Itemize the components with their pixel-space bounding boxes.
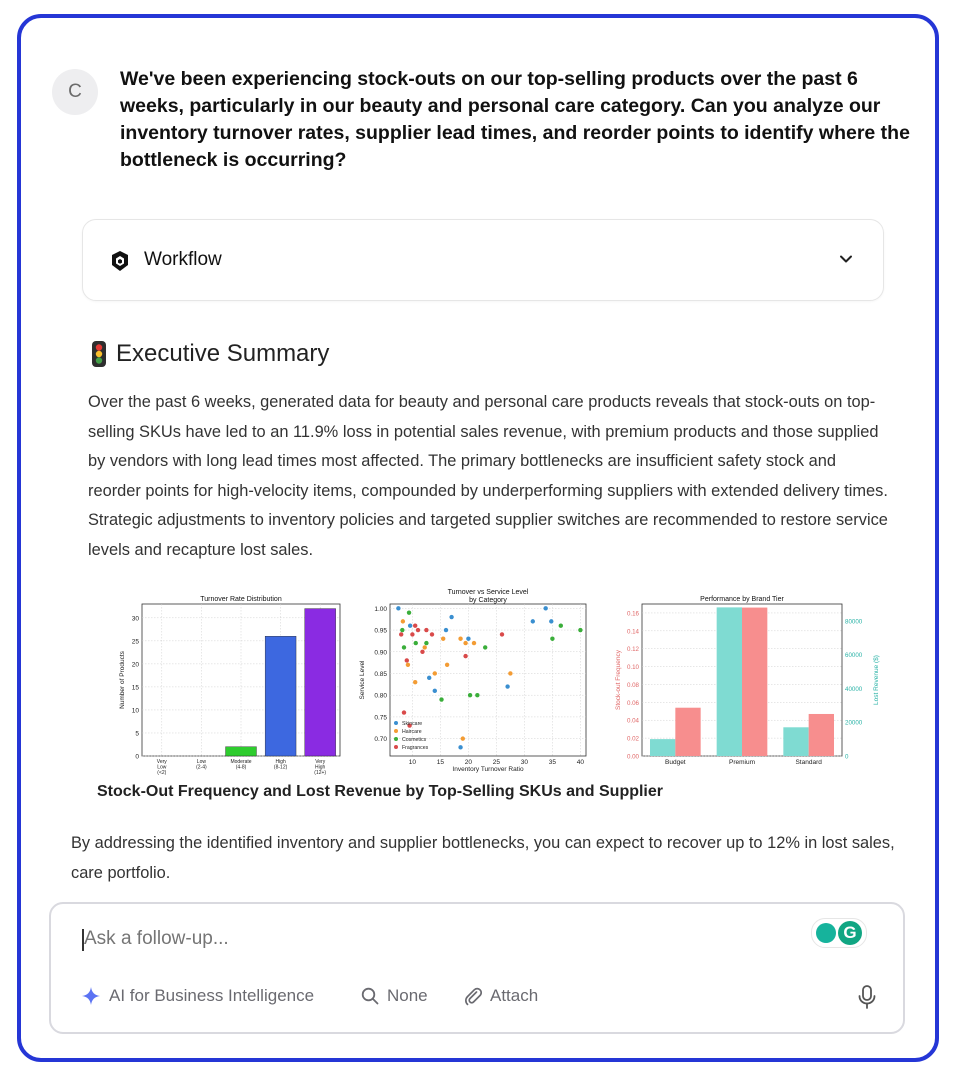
chart2-point (483, 645, 487, 649)
chart2-point (401, 619, 405, 623)
closing-paragraph: By addressing the identified inventory and supplier bottlenecks, you can expect to recover up to 12% in lost sales, care portfolio. (71, 834, 895, 882)
chart2-xtick: 15 (436, 759, 445, 766)
chart2-ytick: 0.85 (374, 670, 387, 678)
chart2-point (410, 632, 414, 636)
chart3-bar-frequency (742, 608, 767, 756)
chart2-xtick: 40 (576, 759, 585, 766)
chart2-point (461, 736, 465, 740)
chart2-point (508, 671, 512, 675)
chart2-point (449, 615, 453, 619)
chart2-point (475, 693, 479, 697)
chart2-point (413, 680, 417, 684)
chart2-point (550, 637, 554, 641)
chart2-title-line2: by Category (469, 597, 507, 604)
grammarly-widget[interactable] (811, 918, 867, 948)
chart3-ytick-left: 0.10 (626, 664, 639, 672)
chart2-point (406, 663, 410, 667)
summary-title: Executive Summary (116, 340, 330, 367)
chart1-title: Turnover Rate Distribution (200, 596, 282, 603)
chart2-ytick: 0.80 (374, 692, 387, 700)
chart2-point (424, 641, 428, 645)
chart3-bar-frequency (675, 708, 700, 756)
chart2-legend-label: Skincare (402, 721, 423, 727)
chart3-ytick-left: 0.16 (626, 610, 639, 618)
chart2-point (458, 745, 462, 749)
workflow-label: Workflow (144, 249, 222, 270)
chart2-point (402, 710, 406, 714)
chart3-ylabel-left: Stock-out Frequency (615, 650, 622, 710)
chart2-point (407, 610, 411, 614)
chart2-legend-label: Cosmetics (402, 737, 427, 743)
grammarly-bulb-icon[interactable] (816, 923, 836, 943)
chart2-ytick: 1.00 (374, 605, 387, 613)
chart2-point (427, 676, 431, 680)
chart2-xtick: 30 (520, 759, 529, 766)
chart3-ytick-left: 0.04 (626, 717, 639, 725)
chart1-xtick: Low (2-4) (196, 759, 207, 771)
chart2-point (444, 628, 448, 632)
chart2-xtick: 35 (548, 759, 557, 766)
chart2-point (559, 624, 563, 628)
avatar-initial: C (68, 81, 82, 102)
chart1-bar (305, 609, 336, 756)
chart2-point (472, 641, 476, 645)
chart2-title-line1: Turnover vs Service Level (447, 589, 529, 596)
chart2-point (396, 606, 400, 610)
chart1-xtick: Very High (12+) (314, 759, 327, 776)
chart1-bar (226, 747, 257, 756)
chart2-xtick: 25 (492, 759, 501, 766)
traffic-light-icon (90, 340, 108, 368)
chart3-ytick-right: 40000 (845, 685, 863, 693)
mode-selector[interactable] (81, 986, 314, 1006)
chart2-ytick: 0.95 (374, 627, 387, 635)
chart2-point (408, 624, 412, 628)
chart3-bar-frequency (809, 714, 834, 756)
chart3-ytick-left: 0.08 (626, 681, 639, 689)
chart2-point (578, 628, 582, 632)
charts-caption: Stock-Out Frequency and Lost Revenue by Top-Selling SKUs and Supplier (97, 783, 663, 800)
chart1-ylabel: Number of Products (119, 651, 126, 709)
attach-label: Attach (490, 986, 539, 1005)
chevron-down-icon[interactable] (839, 252, 853, 266)
chart3-xtick: Budget (665, 759, 686, 766)
chart1-xtick: Very Low (<2) (156, 759, 167, 776)
chart3-ytick-right: 20000 (845, 719, 863, 727)
chart3-ytick-left: 0.00 (626, 753, 639, 761)
chart2-point (445, 663, 449, 667)
sparkle-icon (81, 986, 101, 1006)
chart2-point (433, 689, 437, 693)
chart2-point (424, 628, 428, 632)
chart1-ytick: 30 (131, 615, 139, 623)
chart3-ytick-right: 80000 (845, 618, 863, 626)
chart2-point (402, 645, 406, 649)
chart2-point (405, 658, 409, 662)
mode-label: AI for Business Intelligence (109, 986, 315, 1005)
chart2-point (549, 619, 553, 623)
chart1-ytick: 20 (131, 661, 139, 669)
chart2-point (505, 684, 509, 688)
chart2-legend-marker (394, 745, 398, 749)
grammarly-icon[interactable]: G (838, 921, 862, 945)
chart2-ylabel: Service Level (359, 660, 366, 700)
chart3-ytick-left: 0.12 (626, 646, 639, 654)
workflow-icon (109, 250, 131, 272)
user-avatar (52, 69, 98, 115)
chart2-point (463, 654, 467, 658)
workflow-panel[interactable] (82, 219, 884, 301)
charts-figure (112, 584, 608, 780)
chart2-ytick: 0.90 (374, 649, 387, 657)
chart3-ytick-right: 0 (845, 753, 849, 761)
chart2-point (458, 637, 462, 641)
chart3-figure (606, 584, 896, 780)
chart1-xtick: High (8-12) (273, 759, 288, 771)
chart2-ytick: 0.70 (374, 736, 387, 744)
chart3-ytick-left: 0.02 (626, 735, 639, 743)
chart3-title: Performance by Brand Tier (700, 596, 784, 603)
summary-heading (90, 340, 329, 368)
chart3-bar-revenue (717, 607, 742, 756)
source-selector[interactable] (361, 986, 428, 1006)
chart2-legend-label: Fragrances (402, 745, 429, 751)
chart2-xlabel: Inventory Turnover Ratio (452, 766, 524, 773)
chart3-bar-revenue (783, 727, 808, 756)
chart2-xtick: 10 (408, 759, 417, 766)
chart2-point (420, 650, 424, 654)
chart1-ytick: 10 (131, 707, 139, 715)
chart2-point (463, 641, 467, 645)
chart2-point (466, 637, 470, 641)
chart2-point (531, 619, 535, 623)
chart2-point (400, 628, 404, 632)
chart1-bar (265, 636, 296, 756)
chart2-point (416, 628, 420, 632)
chart1-ytick: 25 (131, 638, 139, 646)
summary-body: Over the past 6 weeks, generated data for beauty and personal care products reveals that stock-outs on top-selling SKUs have led to an 11.9% loss in potential sales revenue, with premium products and those supplied by vendors with long lead times most affected. The primary bottlenecks are insufficient safety stock and reorder points for high-velocity items, compounded by underperforming suppliers with extended delivery times. Strategic adjustments to inventory policies and targeted supplier switches are recommended to restore service levels and recapture lost sales. (88, 393, 888, 559)
follow-up-box (49, 902, 905, 1034)
chart2-xtick: 20 (464, 759, 473, 766)
chart2-legend-marker (394, 721, 398, 725)
chart2-point (500, 632, 504, 636)
chart3-bar-revenue (650, 739, 675, 756)
chart2-legend-label: Haircare (402, 729, 422, 735)
chart2-point (399, 632, 403, 636)
chart1-ytick: 0 (135, 753, 139, 761)
chart2-point (423, 645, 427, 649)
chart2-point (433, 671, 437, 675)
chart2-legend-marker (394, 729, 398, 733)
source-label: None (387, 986, 428, 1005)
attach-button[interactable] (464, 986, 538, 1006)
chart1-xtick: Moderate (4-8) (230, 759, 252, 771)
chart3-xtick: Premium (728, 759, 756, 766)
chart2-point (414, 641, 418, 645)
chart2-point (468, 693, 472, 697)
chart3-ylabel-right: Lost Revenue ($) (873, 655, 880, 705)
chart2-point (430, 632, 434, 636)
chart3-ytick-right: 60000 (845, 652, 863, 660)
chart1-ytick: 15 (131, 684, 139, 692)
chart2-ytick: 0.75 (374, 714, 387, 722)
chart2-point (543, 606, 547, 610)
chart2-point (441, 637, 445, 641)
chart3-xtick: Standard (795, 759, 822, 766)
chart2-legend-marker (394, 737, 398, 741)
chart1-ytick: 5 (135, 730, 139, 738)
paperclip-icon (464, 986, 482, 1006)
chart2-point (439, 697, 443, 701)
chart2-point (413, 624, 417, 628)
chart3-ytick-left: 0.06 (626, 699, 639, 707)
search-icon (361, 987, 379, 1005)
user-question: We've been experiencing stock-outs on our top-selling products over the past 6 weeks, particularly in our beauty and personal care category. Can you analyze our inventory turnover rates, supplier lead times, and reorder points to identify where the bottleneck is occurring? (120, 68, 910, 171)
follow-up-input[interactable] (84, 928, 684, 950)
chart3-ytick-left: 0.14 (626, 628, 639, 636)
microphone-icon[interactable] (857, 984, 877, 1010)
